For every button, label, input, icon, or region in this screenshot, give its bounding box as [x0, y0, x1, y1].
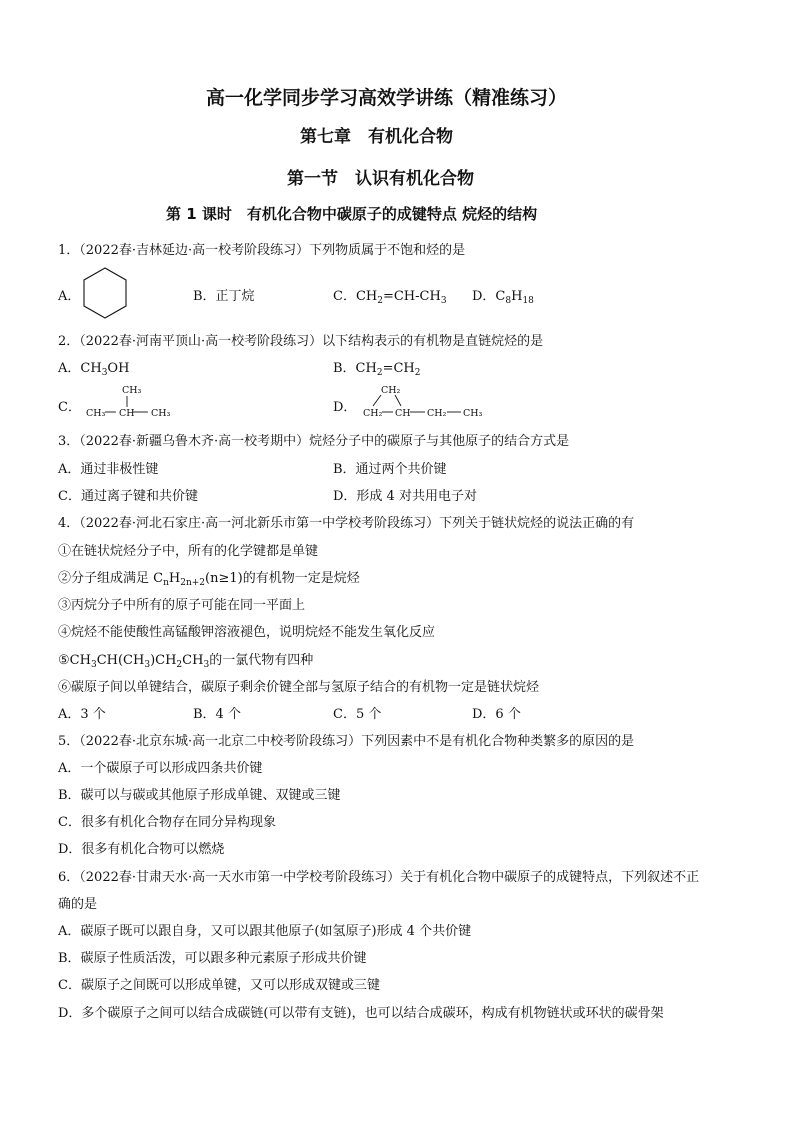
q5-option-a: A．一个碳原子可以形成四条共价键 [58, 761, 263, 776]
q1-option-d [472, 285, 534, 304]
isobutane-structure [86, 382, 186, 422]
struct-c-center: CH [119, 408, 135, 419]
struct-d-top: CH₂ [381, 385, 401, 396]
struct-c-top: CH₃ [122, 385, 142, 396]
q2-option-d: D． [333, 400, 357, 415]
q4-i2-sub: n [163, 578, 169, 588]
q2-option-c: C． [58, 400, 81, 415]
worksheet-title: 高一化学同步学习高效学讲练（精准练习） [206, 87, 568, 109]
q2-b-part: B．CH [333, 361, 377, 376]
q1-c-sub: 2 [377, 296, 383, 306]
chapter-title: 第七章 有机化合物 [300, 127, 453, 147]
q4-i2-part: ②分子组成满足 C [58, 571, 164, 586]
q2-option-a [58, 357, 129, 376]
q4-i5-sub: 3 [144, 660, 151, 670]
q6-option-c: C．碳原子之间既可以形成单键，又可以形成双键或三键 [58, 978, 380, 993]
q4-option-c: C．5 个 [333, 707, 382, 722]
q4-i5-part: ⑤CH [58, 653, 91, 668]
struct-c-right: CH₃ [151, 408, 171, 419]
q4-item-1: ①在链状烷烃分子中，所有的化学键都是单键 [58, 544, 319, 559]
q4-i5-part: CH(CH [96, 653, 145, 668]
q2-b-part: =CH [382, 361, 415, 376]
q3-option-a: A．通过非极性键 [58, 462, 159, 477]
q1-option-b: B．正丁烷 [193, 289, 255, 304]
q2-option-b [333, 357, 421, 376]
q5-option-c: C．很多有机化合物存在同分异构现象 [58, 815, 276, 830]
question-5-stem: 5．（2022春·北京东城·高一北京二中校考阶段练习）下列因素中不是有机化合物种类繁多的原因的是 [58, 734, 635, 749]
struct-c-left: CH₃ [86, 408, 106, 419]
q1-c-part: C．CH [333, 289, 378, 304]
question-4-stem: 4．（2022春·河北石家庄·高一河北新乐市第一中学校考阶段练习）下列关于链状烷烃的说法正确的有 [58, 516, 635, 531]
q5-option-d: D．很多有机化合物可以燃烧 [58, 842, 225, 857]
q4-item-6: ⑥碳原子间以单键结合，碳原子剩余价键全部与氢原子结合的有机物一定是链状烷烃 [58, 680, 540, 695]
q3-option-b: B．通过两个共价键 [333, 462, 447, 477]
struct-d-right2: CH₃ [463, 408, 483, 419]
question-1-stem: 1．（2022春·吉林延边·高一校考阶段练习）下列物质属于不饱和烃的是 [58, 243, 466, 258]
q4-i5-part: )CH [150, 653, 177, 668]
q2-a-part: A．CH [58, 361, 102, 376]
struct-d-right1: CH₂ [427, 408, 447, 419]
q5-option-b: B．碳可以与碳或其他原子形成单键、双键或三键 [58, 788, 341, 803]
q4-item-5 [58, 649, 313, 668]
question-2-stem: 2．（2022春·河南平顶山·高一校考阶段练习）以下结构表示的有机物是直链烷烃的是 [58, 334, 544, 349]
struct-d-center: CH [395, 408, 411, 419]
section-title: 第一节 认识有机化合物 [287, 169, 474, 189]
q3-option-d: D．形成 4 对共用电子对 [333, 489, 477, 504]
q4-i5-sub: 3 [90, 660, 97, 670]
q4-i2-part: (n≥1)的有机物一定是烷烃 [205, 571, 360, 586]
q1-d-part: D．C [472, 289, 506, 304]
q3-option-c: C．通过离子键和共价键 [58, 489, 198, 504]
q4-i5-sub: 3 [203, 660, 210, 670]
q4-item-4: ④烷烃不能使酸性高锰酸钾溶液褪色，说明烷烃不能发生氧化反应 [58, 625, 436, 640]
q4-item-3: ③丙烷分子中所有的原子可能在同一平面上 [58, 598, 306, 613]
q2-b-sub: 2 [376, 368, 383, 378]
q1-option-a [58, 285, 80, 304]
cyclohexane-structure-icon [80, 266, 130, 320]
q1-d-sub: 8 [505, 296, 512, 306]
q1-d-part: H [511, 289, 523, 304]
q4-i5-part: CH [182, 653, 204, 668]
q4-i5-part: 的一氯代物有四种 [209, 653, 314, 668]
q2-a-sub: 3 [101, 368, 108, 378]
q1-option-a-label: A． [58, 289, 81, 304]
q4-option-d: D．6 个 [472, 707, 521, 722]
question-3-stem: 3．（2022春·新疆乌鲁木齐·高一校考期中）烷烃分子中的碳原子与其他原子的结合方式是 [58, 434, 570, 449]
q2-a-part: OH [107, 361, 130, 376]
lesson-title: 第 1 课时 有机化合物中碳原子的成键特点 烷烃的结构 [166, 205, 538, 223]
q2-b-sub: 2 [414, 368, 421, 378]
q1-c-part: =CH-CH [382, 289, 441, 304]
q1-c-sub: 3 [440, 296, 447, 306]
question-6-stem-continued: 确的是 [58, 897, 98, 912]
q4-option-a: A．3 个 [58, 707, 106, 722]
q1-option-c [333, 285, 447, 304]
q6-option-d: D．多个碳原子之间可以结合成碳链(可以带有支链)，也可以结合成碳环，构成有机物链状或环状的碳骨架 [58, 1006, 664, 1021]
struct-d-left: CH₂ [363, 408, 383, 419]
q4-i2-part: H [168, 571, 181, 586]
q4-i5-sub: 2 [176, 660, 183, 670]
q4-item-2 [58, 567, 360, 586]
q4-option-b: B．4 个 [193, 707, 241, 722]
q4-i2-sub: 2n+2 [180, 578, 206, 588]
q6-option-b: B．碳原子性质活泼，可以跟多种元素原子形成共价键 [58, 951, 367, 966]
question-6-stem: 6．（2022春·甘肃天水·高一天水市第一中学校考阶段练习）关于有机化合物中碳原子的成键特点，下列叙述不正 [58, 870, 700, 885]
cyclic-structure [363, 382, 493, 422]
q6-option-a: A．碳原子既可以跟自身，又可以跟其他原子(如氢原子)形成 4 个共价键 [58, 924, 472, 939]
q1-d-sub: 18 [522, 296, 534, 306]
